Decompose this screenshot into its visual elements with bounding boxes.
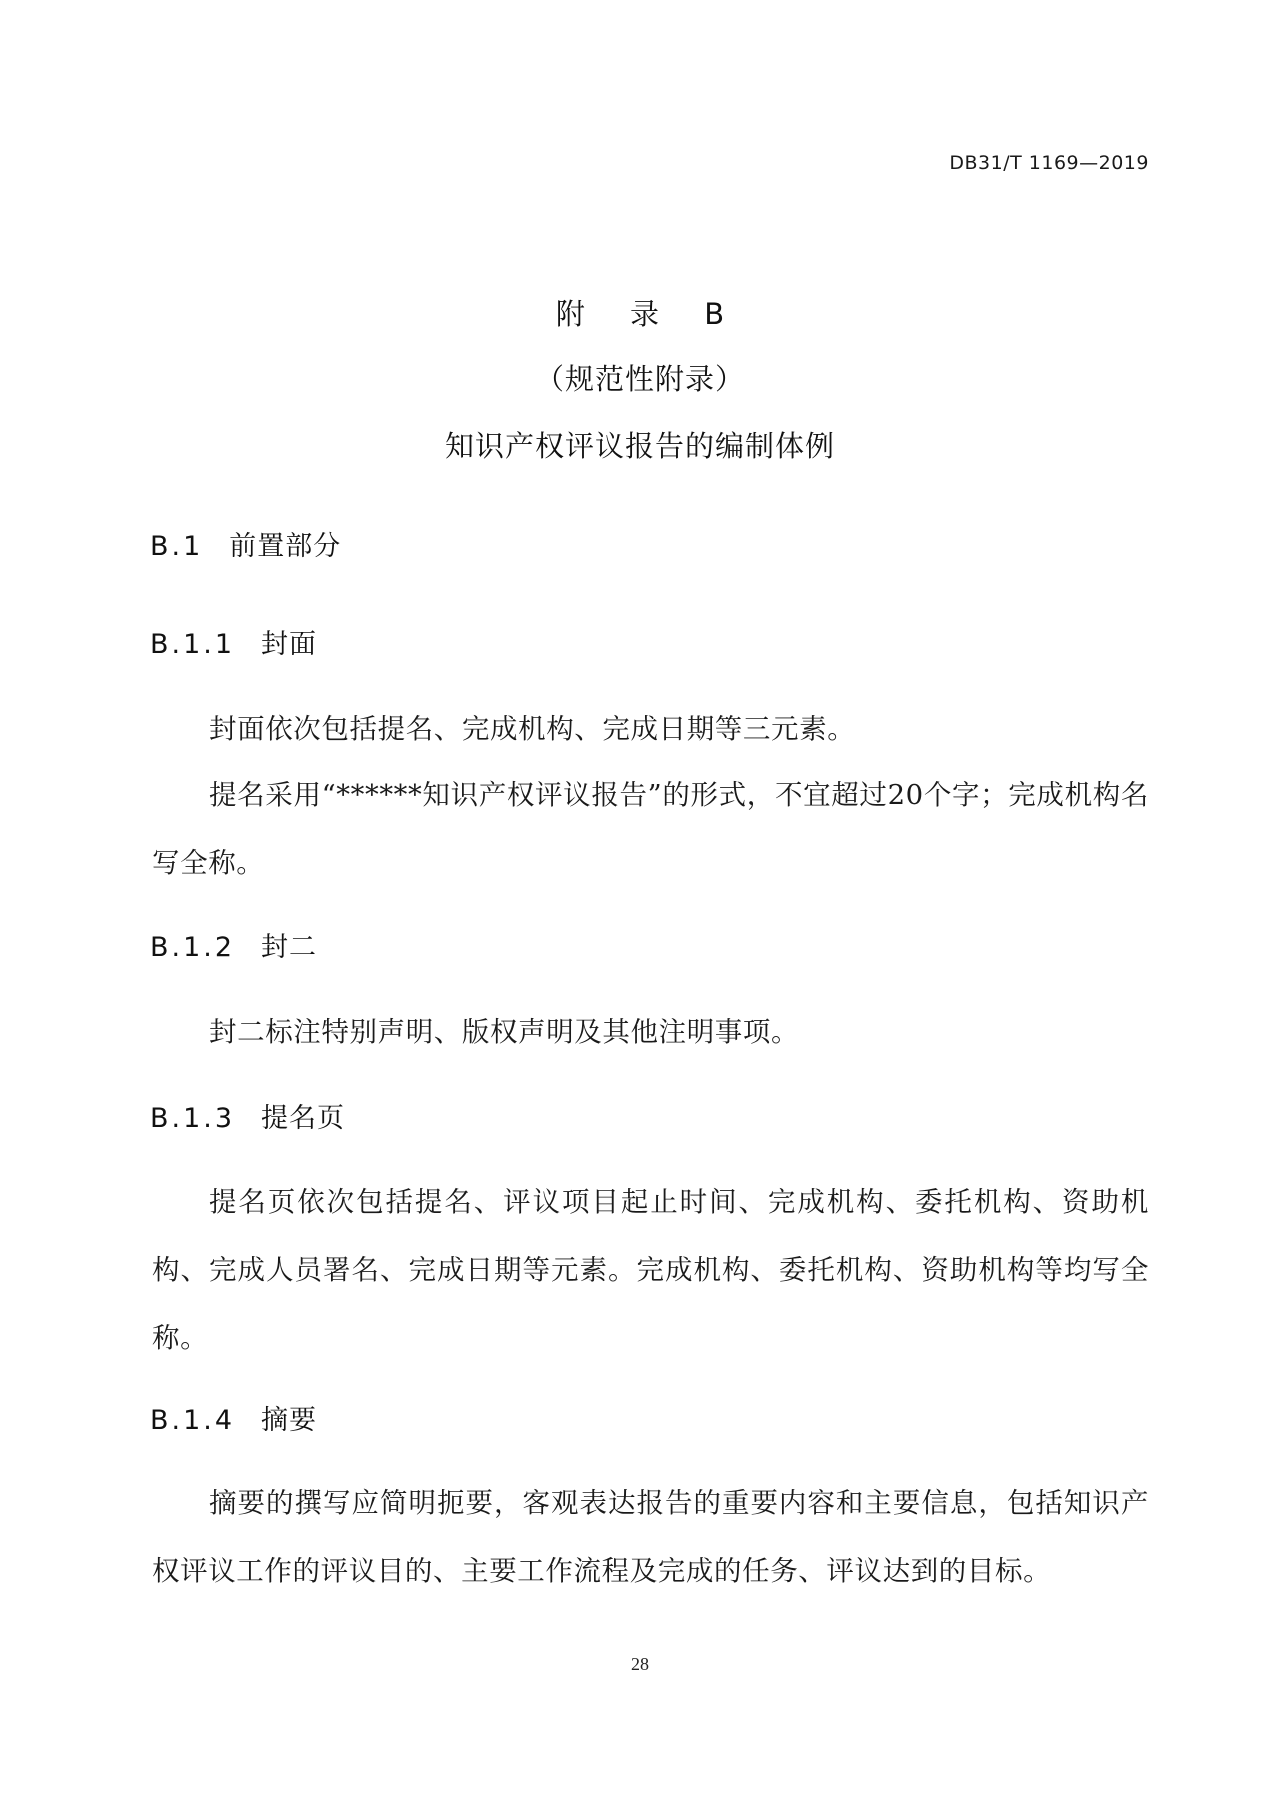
section-title: 封二 (261, 932, 318, 963)
paragraph-b1-3-1: 提名页依次包括提名、评议项目起止时间、完成机构、委托机构、资助机构、完成人员署名、完成日期等元素。完成机构、委托机构、资助机构等均写全称。 (152, 1186, 1149, 1354)
annex-type: （规范性附录） (534, 362, 745, 396)
section-number: B.1.2 (150, 932, 236, 963)
paragraph-b1-1-1: 封面依次包括提名、完成机构、完成日期等三元素。 (209, 713, 856, 745)
section-number: B.1.1 (150, 629, 236, 660)
paragraph-b1-2-1: 封二标注特别声明、版权声明及其他注明事项。 (209, 1016, 800, 1048)
section-title: 封面 (261, 629, 318, 660)
section-title: 提名页 (261, 1103, 346, 1134)
section-title: 前置部分 (229, 531, 342, 562)
section-number: B.1.3 (150, 1103, 236, 1134)
annex-name: 知识产权评议报告的编制体例 (444, 429, 835, 463)
page-number: 28 (631, 1654, 649, 1674)
section-title: 摘要 (261, 1405, 318, 1436)
section-heading-b1 (150, 524, 341, 563)
paragraph-b1-1-2: 提名采用“******知识产权评议报告”的形式，不宜超过20个字；完成机构名写全称。 (152, 779, 1149, 879)
section-heading-b1-2 (150, 925, 317, 964)
section-heading-b1-4 (150, 1398, 317, 1437)
paragraph-b1-4-1: 摘要的撰写应简明扼要，客观表达报告的重要内容和主要信息，包括知识产权评议工作的评议目的、主要工作流程及完成的任务、评议达到的目标。 (152, 1487, 1149, 1587)
annex-title: 附 录 B (555, 297, 743, 331)
section-heading-b1-1 (150, 622, 317, 661)
section-heading-b1-3 (150, 1096, 345, 1135)
section-number: B.1.4 (150, 1405, 236, 1436)
section-number: B.1 (150, 531, 204, 562)
standard-code: DB31/T 1169—2019 (949, 152, 1149, 174)
